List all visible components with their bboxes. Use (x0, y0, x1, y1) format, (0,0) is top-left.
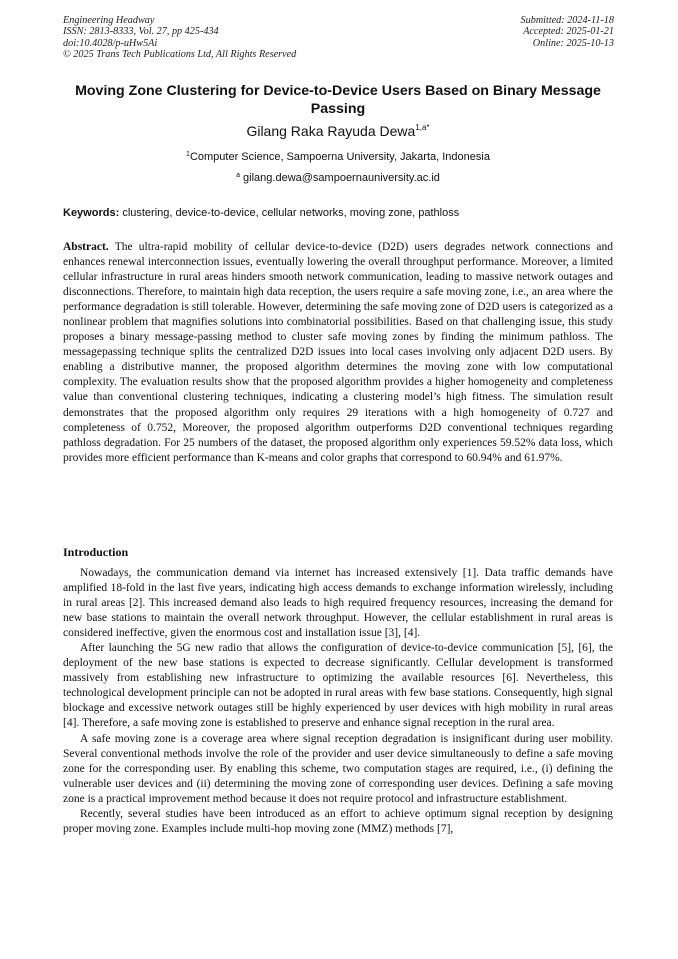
journal-name: Engineering Headway (63, 15, 155, 26)
online-date: Online: 2025-10-13 (532, 37, 614, 49)
abstract-text: The ultra-rapid mobility of cellular device-to-device (D2D) users degrades network connections and enhances renewal interconnection issues, eventually lowering the overall throughput performance. Moreover, a limited cellular infrastructure in rural areas hinders smooth network communication, leading to massive network outages and disconnections. Therefore, to maintain high data reception, the users require a safe moving zone, i.e., an area where the performance degradation is still tolerable. However, determining the safe moving zone of D2D users is categorized as a nonlinear problem that magnifies solutions into combinatorial possibilities. Based on that challenging issue, this study proposes a binary message-passing method to cluster safe moving zones by finding the minimum pathloss. The messagepassing technique splits the centralized D2D issues into local cases involving only adjacent D2D users. By enabling a distributive manner, the proposed algorithm determines the moving zone with low computational complexity. The evaluation results show that the proposed algorithm provides a higher homogeneity and completeness value than conventional clustering techniques, indicating a clustering model’s high fitness. The simulation result demonstrates that the proposed algorithm only requires 29 iterations with a high homogeneity of 0.727 and completeness of 0.752, Moreover, the proposed algorithm outperforms D2D conventional techniques regarding pathloss degradation. For 25 numbers of the dataset, the proposed algorithm only experiences 59.52% data loss, which provides more efficient performance than K-means and color graphs that correspond to 60.94% and 61.97%. (63, 241, 613, 464)
issn-line: ISSN: 2813-8333, Vol. 27, pp 425-434 (63, 26, 219, 38)
affiliation-superscript: 1 (186, 151, 190, 158)
author-email (63, 171, 613, 185)
abstract-label: Abstract. (63, 241, 109, 253)
affiliation-text: Computer Science, Sampoerna University, Jakarta, Indonesia (189, 151, 490, 163)
author-superscript: 1,a* (415, 123, 430, 132)
section-heading: Introduction (63, 545, 129, 559)
keywords-block (63, 206, 613, 220)
publication-dates (521, 15, 614, 49)
doi-line: doi:10.4028/p-uHw5Ai (63, 37, 158, 49)
introduction-body (63, 566, 613, 837)
submitted-date: Submitted: 2024-11-18 (520, 15, 614, 26)
abstract-block (63, 240, 613, 466)
copyright-line: © 2025 Trans Tech Publications Ltd, All Rights Reserved (63, 49, 297, 61)
keywords-label: Keywords: (63, 207, 120, 219)
paragraph: A safe moving zone is a coverage area where signal reception degradation is insignificant during user mobility. Several conventional methods involve the role of the provider and user device simultaneously to define a safe moving zone for the corresponding user. By enabling this scheme, two computation stages are required, i.e., (i) defining the vulnerable user devices and (ii) determining the moving zone of corresponding user devices. Defining a safe moving zone is a practical improvement method because it does not require protocol and infrastructure establishment. (63, 732, 613, 805)
author-line (63, 122, 613, 140)
accepted-date: Accepted: 2025-01-21 (523, 26, 614, 38)
paper-title: Moving Zone Clustering for Device-to-Device Users Based on Binary Message Passing (75, 83, 601, 117)
author-name: Gilang Raka Rayuda Dewa (246, 123, 416, 139)
paragraph: Recently, several studies have been introduced as an effort to achieve optimum signal reception by designing proper moving zone. Examples include multi-hop moving zone (MMZ) methods [7], (63, 807, 613, 835)
email-text: gilang.dewa@sampoernauniversity.ac.id (243, 172, 440, 184)
paragraph: After launching the 5G new radio that allows the configuration of device-to-device communication [5], [6], the deployment of the new base stations is expected to decrease significantly. Cellular development is transformed massively from establishing new infrastructure to optimizing the available resources [6]. Nevertheless, this technological development principle can not be adopted in rural areas with few base stations. Consequently, high signal blockage and excessive network outages still be highly experienced by user devices with high mobility in rural areas [4]. Therefore, a safe moving zone is established to preserve and enhance signal reception in the rural area. (63, 642, 613, 730)
journal-info (63, 15, 296, 61)
email-superscript: a (236, 172, 240, 179)
affiliation (63, 150, 613, 164)
keywords-text: clustering, device-to-device, cellular networks, moving zone, pathloss (122, 207, 460, 219)
paragraph: Nowadays, the communication demand via internet has increased extensively [1]. Data traffic demands have amplified 18-fold in the last five years, indicating high access demands to exchange information wirelessly, including in rural areas [2]. This increased demand also leads to high required frequency resources, increasing the demand for new base stations to maintain the overall network throughput. However, the cellular establishment in rural areas is considered ineffective, given the enormous cost and installation issue [3], [4]. (63, 567, 613, 640)
